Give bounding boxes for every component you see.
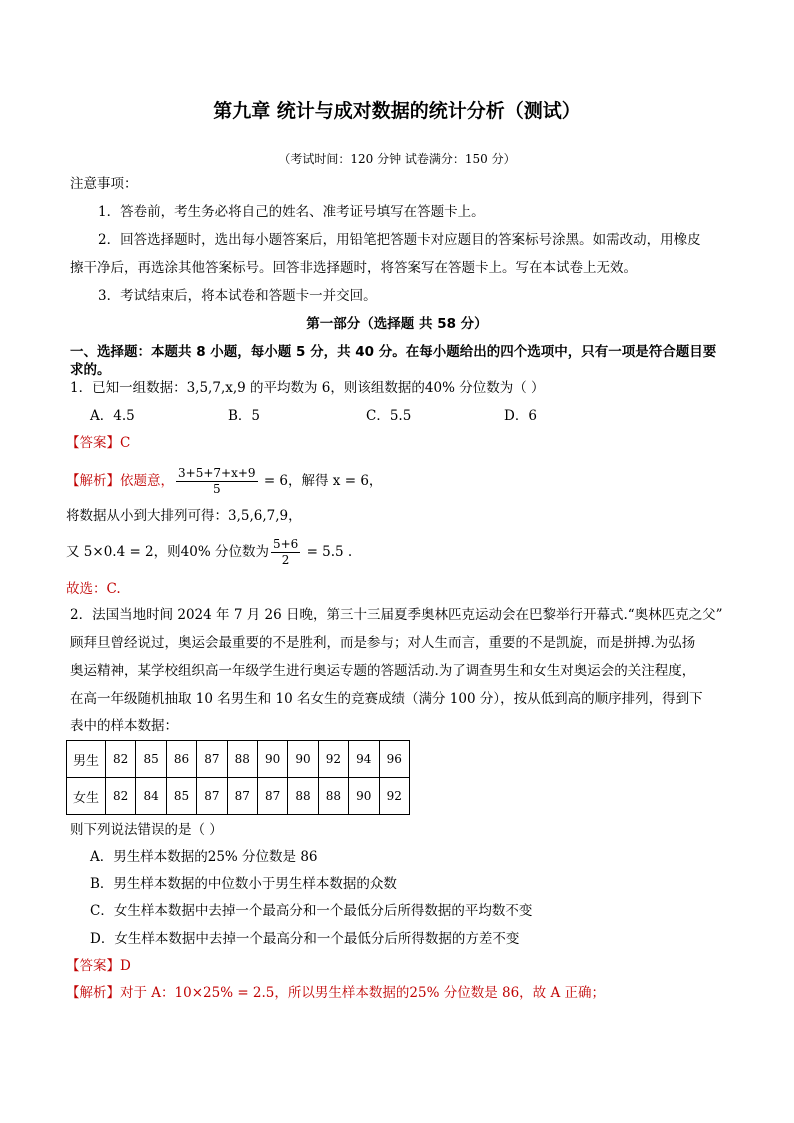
analysis-tag: 【解析】 [66,985,120,1001]
analysis-tag: 【解析】 [66,473,120,489]
fraction-numerator: 5+6 [272,537,299,551]
q2-stem-line-1: 2．法国当地时间 2024 年 7 月 26 日晚，第三十三届夏季奥林匹克运动会在巴黎举行开幕式.“奥林匹克之父” [70,607,723,623]
q2-question: 则下列说法错误的是（ ） [70,822,223,838]
table-cell: 96 [379,741,409,778]
q2-option-a: A．男生样本数据的25% 分位数是 86 [90,849,318,865]
analysis-suffix: = 6，解得 x = 6， [259,473,383,489]
table-cell: 84 [136,778,166,815]
q2-option-d: D．女生样本数据中去掉一个最高分和一个最低分后所得数据的方差不变 [90,931,520,947]
q1-analysis-line1 [66,462,382,500]
fraction-denominator: 2 [281,553,290,567]
notice-item-1: 1．答卷前，考生务必将自己的姓名、准考证号填写在答题卡上。 [98,204,485,220]
page-title: 第九章 统计与成对数据的统计分析（测试） [213,100,581,122]
answer-value: C [120,435,131,451]
table-cell: 82 [106,741,136,778]
table-cell: 92 [379,778,409,815]
table-cell: 87 [197,741,227,778]
fraction-numerator: 3+5+7+x+9 [178,466,256,480]
q2-stem-line-2: 顾拜旦曾经说过，奥运会最重要的不是胜利，而是参与；对人生而言，重要的不是凯旋，而是拼搏.为弘扬 [70,635,696,651]
q1-options [90,406,642,426]
table-cell: 87 [197,778,227,815]
table-row [67,741,410,778]
q1-option-c: C．5.5 [366,408,412,424]
table-cell: 88 [227,741,257,778]
exam-meta: （考试时间：120 分钟 试卷满分：150 分） [278,152,516,166]
q1-option-b: B．5 [228,408,261,424]
table-cell: 94 [349,741,379,778]
q2-analysis [66,983,605,1003]
q1-option-a: A．4.5 [90,408,135,424]
table-cell: 85 [136,741,166,778]
table-cell: 90 [349,778,379,815]
notice-item-3: 3．考试结束后，将本试卷和答题卡一并交回。 [98,288,377,304]
notice-item-2-cont: 擦干净后，再选涂其他答案标号。回答非选择题时，将答案写在答题卡上。写在本试卷上无效。 [70,260,637,276]
q2-stem-line-5: 表中的样本数据： [70,718,178,734]
table-row-label: 男生 [67,741,106,778]
fraction-percentile [271,537,300,568]
q2-option-b: B．男生样本数据的中位数小于男生样本数据的众数 [90,876,397,892]
q1-sort-line: 将数据从小到大排列可得：3,5,6,7,9， [66,508,302,524]
q2-stem-line-4: 在高一年级随机抽取 10 名男生和 10 名女生的竞赛成绩（满分 100 分），按从低到高的顺序排列，得到下 [70,691,703,707]
table-row [67,778,410,815]
analysis-prefix: 依题意， [120,473,174,489]
q1-answer [66,433,130,453]
q1-choose: 故选：C. [66,581,121,597]
section1-instructions: 一、选择题：本题共 8 小题，每小题 5 分，共 40 分。在每小题给出的四个选项中，只有一项是符合题目要 [70,344,717,360]
table-cell: 86 [166,741,196,778]
table-cell: 90 [288,741,318,778]
sample-data-table [66,740,410,815]
table-cell: 92 [318,741,348,778]
table-cell: 87 [257,778,287,815]
q2-stem-line-3: 奥运精神，某学校组织高一年级学生进行奥运专题的答题活动.为了调查男生和女生对奥运会的关注程度， [70,663,696,679]
table-cell: 90 [257,741,287,778]
table-cell: 82 [106,778,136,815]
fraction-mean [176,466,258,497]
calc-suffix: = 5.5 . [302,544,353,560]
table-row-label: 女生 [67,778,106,815]
fraction-denominator: 5 [212,482,221,496]
table-cell: 85 [166,778,196,815]
calc-prefix: 又 5×0.4 = 2，则40% 分位数为 [66,544,269,560]
q1-option-d: D．6 [504,408,537,424]
table-cell: 88 [318,778,348,815]
notice-heading: 注意事项： [70,176,138,192]
part1-heading: 第一部分（选择题 共 58 分） [306,316,488,332]
answer-value: D [120,958,131,974]
q1-stem: 1．已知一组数据：3,5,7,x,9 的平均数为 6，则该组数据的40% 分位数为（ ） [70,380,545,396]
notice-item-2: 2．回答选择题时，选出每小题答案后，用铅笔把答题卡对应题目的答案标号涂黑。如需改动，用橡皮 [98,232,701,248]
q2-answer [66,956,131,976]
section1-instructions-cont: 求的。 [70,362,111,378]
q1-calc-line [66,533,352,571]
answer-tag: 【答案】 [66,435,120,451]
analysis-text: 对于 A：10×25% = 2.5，所以男生样本数据的25% 分位数是 86，故 A 正确； [120,985,605,1001]
answer-tag: 【答案】 [66,958,120,974]
q2-option-c: C．女生样本数据中去掉一个最高分和一个最低分后所得数据的平均数不变 [90,903,533,919]
table-cell: 88 [288,778,318,815]
table-cell: 87 [227,778,257,815]
